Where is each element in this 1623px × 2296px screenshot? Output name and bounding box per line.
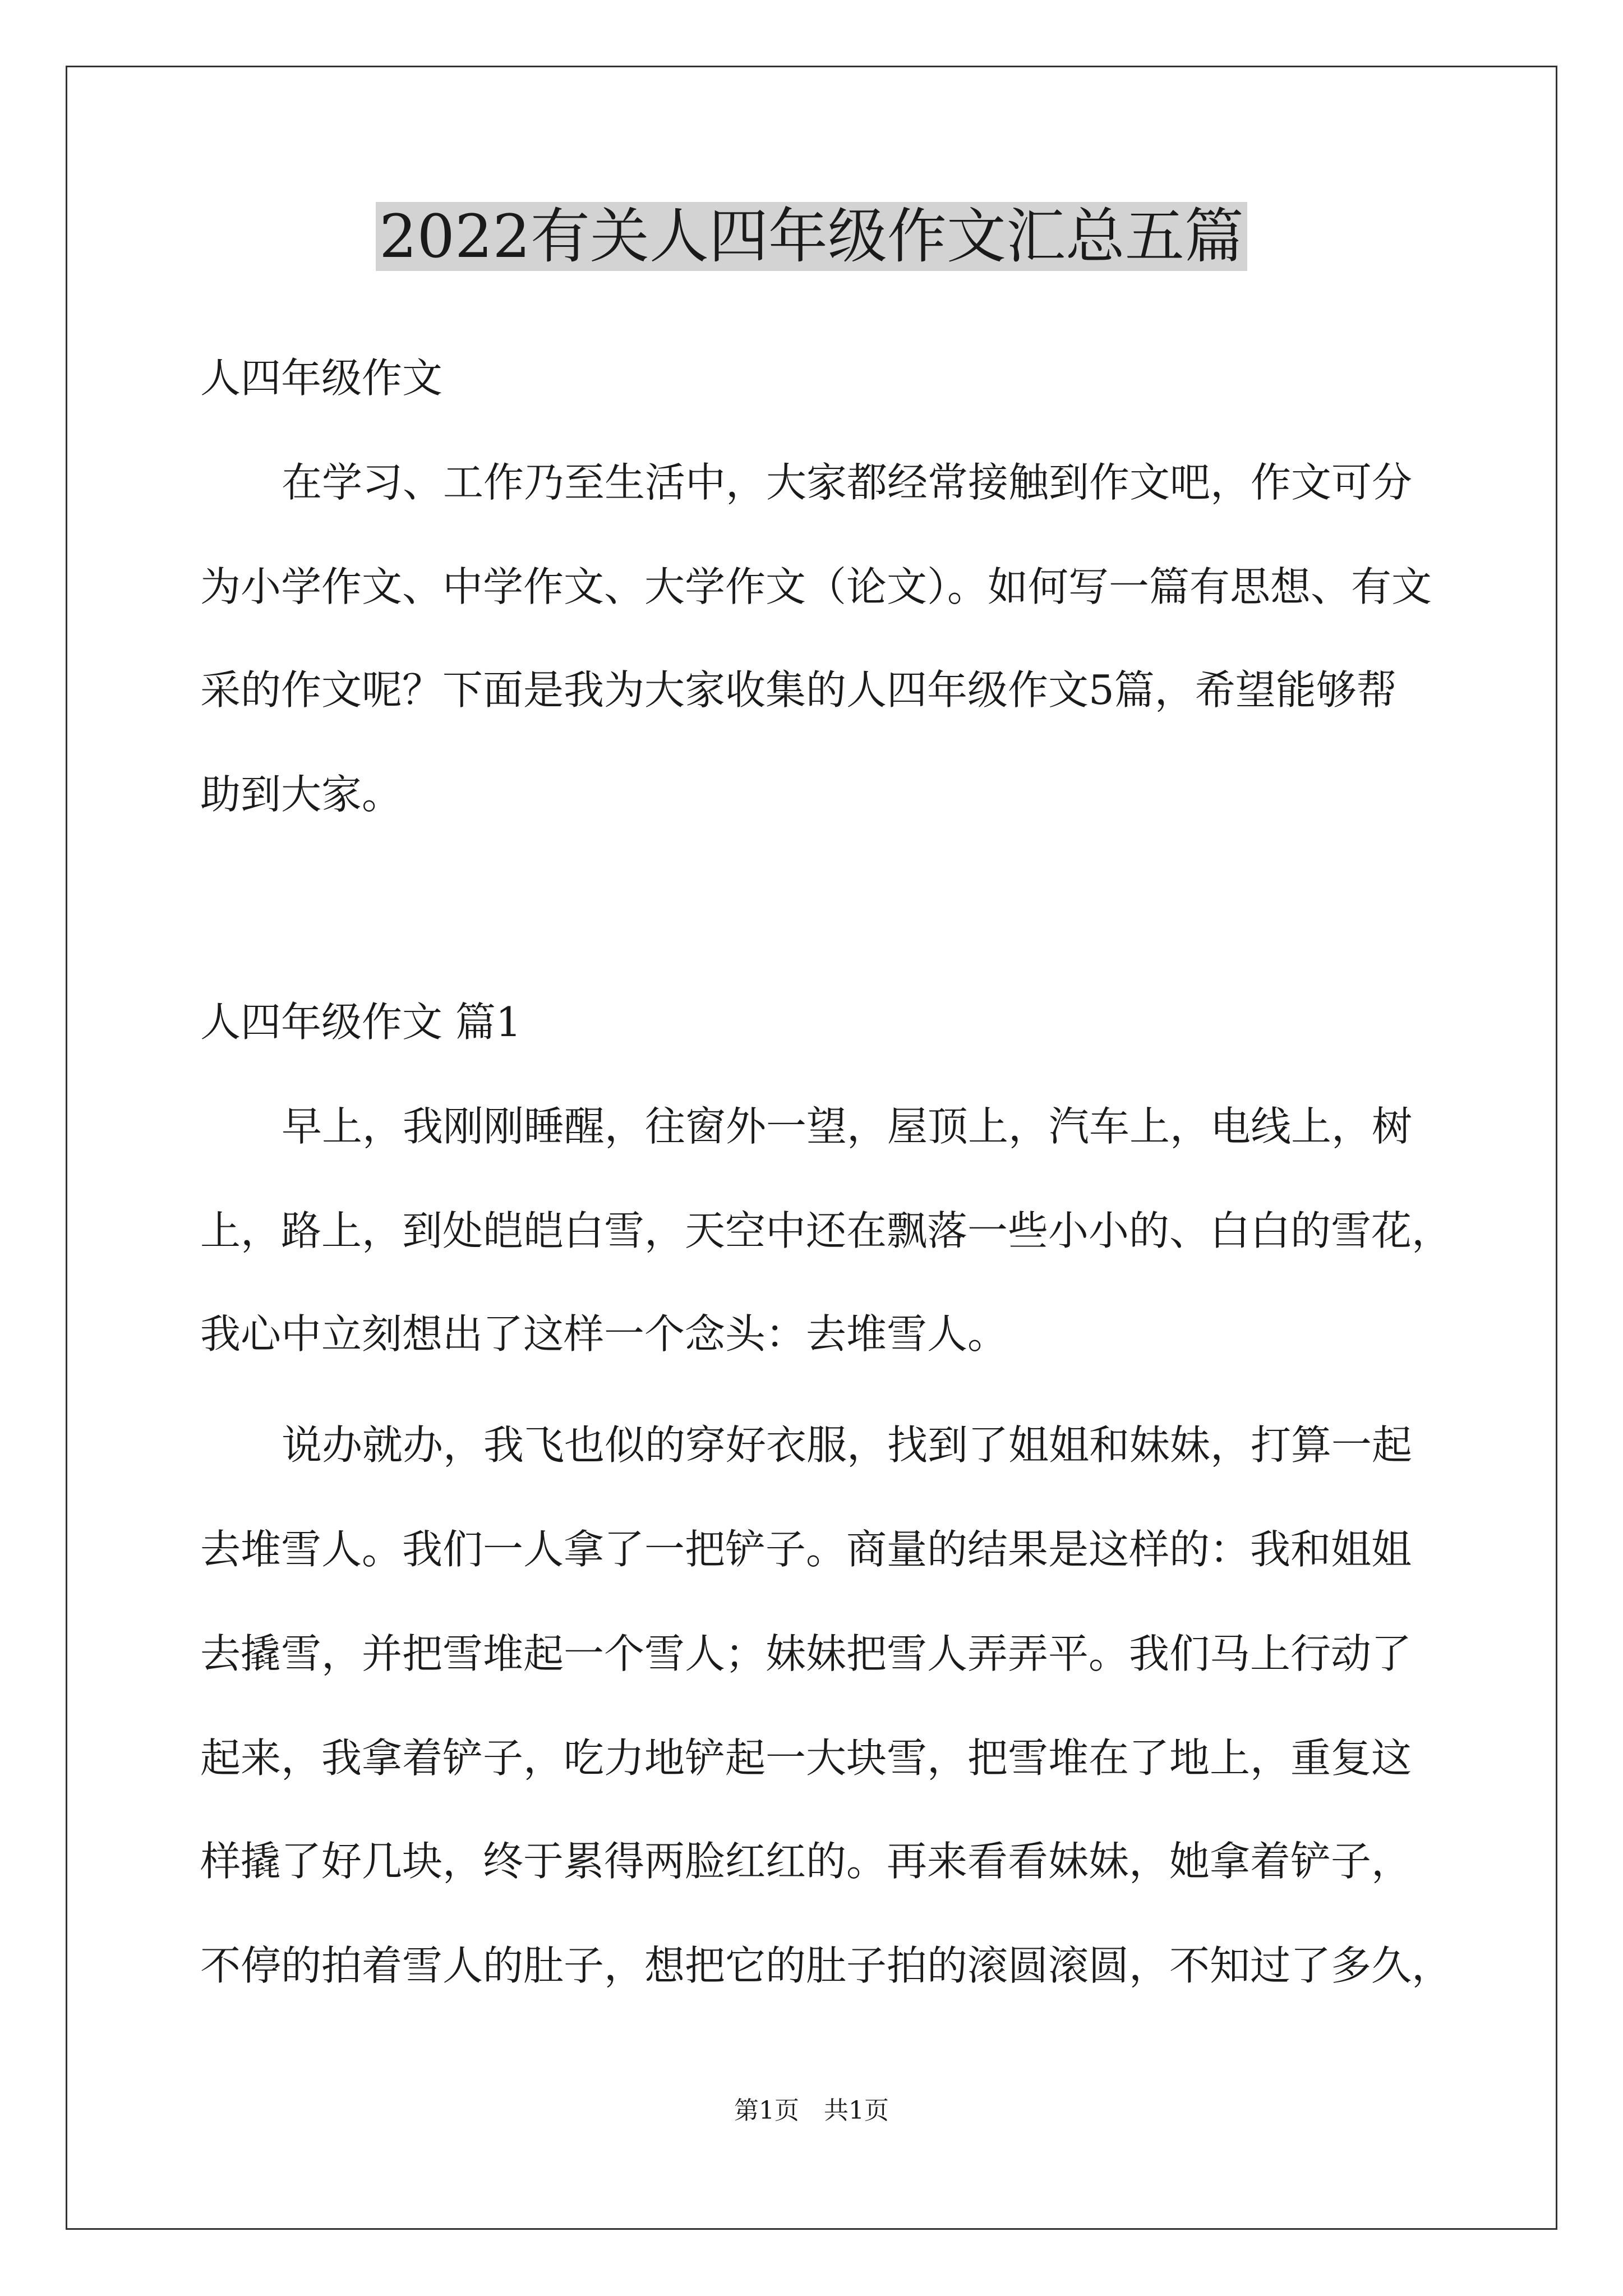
intro-line: 在学习、工作乃至生活中，大家都经常接触到作文吧，作文可分 <box>282 459 1413 506</box>
page-number-footer: 第1页 共1页 <box>734 2096 889 2125</box>
essay-1-paragraph-2-line: 说办就办，我飞也似的穿好衣服，找到了姐姐和妹妹，打算一起 <box>282 1421 1413 1469</box>
essay-1-paragraph-2-line: 不停的拍着雪人的肚子，想把它的肚子拍的滚圆滚圆，不知过了多久， <box>200 1942 1453 1989</box>
essay-1-heading: 人四年级作文 篇1 <box>200 999 522 1046</box>
essay-1-paragraph-1-line: 上，路上，到处皑皑白雪，天空中还在飘落一些小小的、白白的雪花， <box>200 1207 1453 1254</box>
essay-1-paragraph-2-line: 起来，我拿着铲子，吃力地铲起一大块雪，把雪堆在了地上，重复这 <box>200 1734 1412 1782</box>
essay-1-paragraph-2-line: 去堆雪人。我们一人拿了一把铲子。商量的结果是这样的：我和姐姐 <box>200 1526 1412 1573</box>
essay-1-paragraph-2-line: 样撬了好几块，终于累得两脸红红的。再来看看妹妹，她拿着铲子， <box>200 1838 1412 1885</box>
intro-line: 为小学作文、中学作文、大学作文（论文）。如何写一篇有思想、有文 <box>200 563 1432 610</box>
intro-heading: 人四年级作文 <box>200 355 443 402</box>
essay-1-paragraph-2-line: 去撬雪，并把雪堆起一个雪人；妹妹把雪人弄弄平。我们马上行动了 <box>200 1630 1412 1677</box>
essay-1-paragraph-1-line: 早上，我刚刚睡醒，往窗外一望，屋顶上，汽车上，电线上，树 <box>282 1103 1413 1150</box>
essay-1-paragraph-1-line: 我心中立刻想出了这样一个念头：去堆雪人。 <box>200 1310 1008 1358</box>
intro-line: 采的作文呢？下面是我为大家收集的人四年级作文5篇，希望能够帮 <box>200 666 1397 714</box>
document-title <box>0 197 1623 276</box>
intro-line: 助到大家。 <box>200 771 403 818</box>
document-title-text: 2022有关人四年级作文汇总五篇 <box>376 202 1247 271</box>
